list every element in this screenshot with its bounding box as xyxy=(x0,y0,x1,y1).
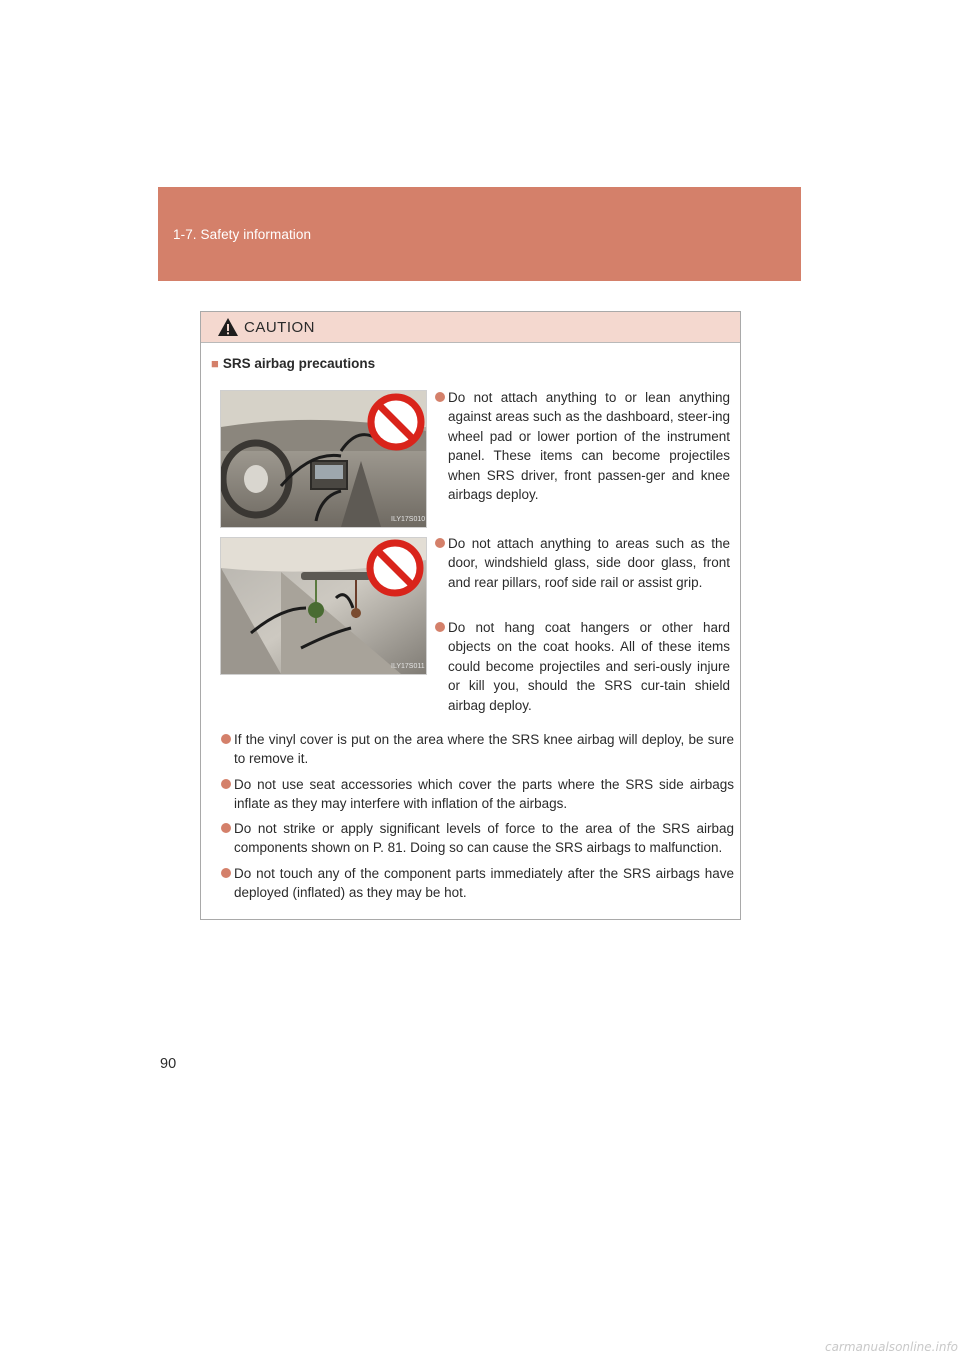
bullet-do-not-strike: Do not strike or apply significant levels of force to the area of the SRS airbag components shown on P. 81. Doing so can cause the SRS airbags to malfunction. xyxy=(221,819,734,858)
bullet-dot-icon xyxy=(221,779,231,789)
bullet-hot-components: Do not touch any of the component parts immediately after the SRS airbags have deployed (inflated) as they may be hot. xyxy=(221,864,734,903)
bullet-vinyl-cover: If the vinyl cover is put on the area where the SRS knee airbag will deploy, be sure to remove it. xyxy=(221,730,734,769)
bullet-dot-icon xyxy=(435,622,445,632)
image-code-1: ILY17S010 xyxy=(391,516,426,523)
pillar-photo xyxy=(220,537,427,675)
bullet-dot-icon xyxy=(221,868,231,878)
bullet-coat-hooks: Do not hang coat hangers or other hard objects on the coat hooks. All of these items could become projectiles and seri-ously injure or kill you, should the SRS cur-tain shield airbag deploy. xyxy=(435,618,730,715)
section-title: 1-7. Safety information xyxy=(173,227,312,242)
caution-box xyxy=(200,311,741,920)
caution-subheading xyxy=(211,356,375,371)
bullet-dashboard: Do not attach anything to or lean anything against areas such as the dashboard, steer-ing wheel pad or lower portion of the instrument panel. These items can become projectiles when SRS driver, front passen-ger and knee airbags deploy. xyxy=(435,388,730,504)
bullet-dot-icon xyxy=(435,392,445,402)
bullet-dot-icon xyxy=(221,734,231,744)
section-header-band xyxy=(158,187,801,281)
subheading-text: SRS airbag precautions xyxy=(222,356,376,371)
bullet-dot-icon xyxy=(435,538,445,548)
dashboard-photo xyxy=(220,390,427,528)
image-code-2: ILY17S011 xyxy=(391,663,425,670)
page-number: 90 xyxy=(160,1056,177,1072)
caution-label: CAUTION xyxy=(244,319,315,336)
heading-marker: ■ xyxy=(211,356,219,371)
watermark: carmanualsonline.info xyxy=(824,1340,958,1354)
caution-header xyxy=(201,312,740,343)
warning-triangle-icon xyxy=(217,317,239,337)
bullet-dot-icon xyxy=(221,823,231,833)
bullet-seat-accessories: Do not use seat accessories which cover the parts where the SRS side airbags inflate as they may interfere with inflation of the airbags. xyxy=(221,775,734,814)
bullet-door-areas: Do not attach anything to areas such as the door, windshield glass, side door glass, front and rear pillars, roof side rail or assist grip. xyxy=(435,534,730,592)
